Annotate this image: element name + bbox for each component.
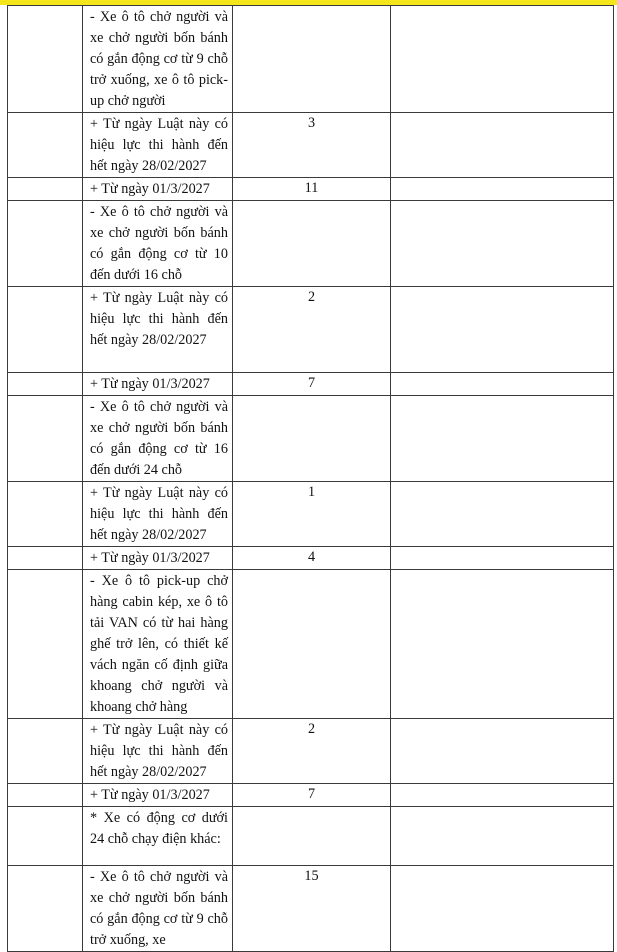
row-value: 15 [304, 868, 319, 884]
row-description: + Từ ngày 01/3/2027 [90, 181, 210, 197]
row-description: + Từ ngày 01/3/2027 [90, 550, 210, 566]
table-row [8, 570, 614, 719]
table-row [8, 807, 614, 866]
description-cell [83, 373, 233, 396]
description-cell [83, 784, 233, 807]
empty-cell [8, 570, 83, 719]
empty-cell [8, 482, 83, 547]
empty-cell [391, 113, 614, 178]
empty-cell [8, 396, 83, 482]
row-description: + Từ ngày Luật này có hiệu lực thi hành đến hết ngày 28/02/2027 [90, 485, 228, 543]
empty-cell [8, 373, 83, 396]
description-cell [83, 719, 233, 784]
table-row [8, 547, 614, 570]
description-cell [83, 113, 233, 178]
row-value: 2 [307, 289, 316, 305]
rate-cell [233, 719, 391, 784]
description-cell [83, 287, 233, 373]
description-cell [83, 866, 233, 952]
row-value: 4 [307, 549, 316, 565]
rate-cell [233, 482, 391, 547]
description-cell [83, 201, 233, 287]
description-cell [83, 6, 233, 113]
table-row [8, 482, 614, 547]
row-description: - Xe ô tô chở người và xe chở người bốn bánh có gắn động cơ từ 9 chỗ trở xuống, xe ô tô pick-up chở người [90, 9, 228, 109]
empty-cell [391, 866, 614, 952]
table-row [8, 178, 614, 201]
tax-rate-table [7, 5, 614, 952]
empty-cell [391, 807, 614, 866]
description-cell [83, 547, 233, 570]
empty-cell [391, 373, 614, 396]
row-value: 11 [304, 180, 319, 196]
empty-cell [391, 482, 614, 547]
rate-cell [233, 113, 391, 178]
empty-cell [8, 807, 83, 866]
row-value: 1 [307, 484, 316, 500]
empty-cell [391, 719, 614, 784]
empty-cell [391, 547, 614, 570]
row-description: - Xe ô tô chở người và xe chở người bốn bánh có gắn động cơ từ 9 chỗ trở xuống, xe [90, 869, 228, 948]
empty-cell [8, 113, 83, 178]
description-cell [83, 482, 233, 547]
rate-cell [233, 784, 391, 807]
row-value: 3 [307, 115, 316, 131]
empty-cell [8, 287, 83, 373]
table-row [8, 866, 614, 952]
description-cell [83, 807, 233, 866]
row-description: - Xe ô tô chở người và xe chở người bốn bánh có gắn động cơ từ 16 đến dưới 24 chỗ [90, 399, 228, 478]
row-value: 7 [307, 786, 316, 802]
empty-cell [8, 719, 83, 784]
row-description: + Từ ngày 01/3/2027 [90, 376, 210, 392]
empty-cell [391, 201, 614, 287]
rate-cell [233, 570, 391, 719]
row-description: * Xe có động cơ dưới 24 chỗ chạy điện khác: [90, 810, 228, 847]
empty-cell [391, 287, 614, 373]
row-description: + Từ ngày Luật này có hiệu lực thi hành đến hết ngày 28/02/2027 [90, 722, 228, 780]
empty-cell [391, 178, 614, 201]
empty-cell [391, 6, 614, 113]
empty-cell [8, 784, 83, 807]
rate-cell [233, 201, 391, 287]
description-cell [83, 396, 233, 482]
empty-cell [8, 178, 83, 201]
empty-cell [8, 201, 83, 287]
description-cell [83, 178, 233, 201]
table-row [8, 201, 614, 287]
row-description: - Xe ô tô chở người và xe chở người bốn bánh có gắn động cơ từ 10 đến dưới 16 chỗ [90, 204, 228, 283]
row-description: - Xe ô tô pick-up chở hàng cabin kép, xe ô tô tải VAN có từ hai hàng ghế trở lên, có thiết kế vách ngăn cố định giữa khoang chở người và khoang chở hàng [90, 573, 228, 715]
table-row [8, 287, 614, 373]
table-row [8, 6, 614, 113]
empty-cell [8, 547, 83, 570]
table-row [8, 396, 614, 482]
empty-cell [391, 784, 614, 807]
rate-cell [233, 547, 391, 570]
row-value: 2 [307, 721, 316, 737]
row-description: + Từ ngày 01/3/2027 [90, 787, 210, 803]
table-row [8, 373, 614, 396]
rate-cell [233, 373, 391, 396]
rate-cell [233, 6, 391, 113]
table-row [8, 784, 614, 807]
rate-cell [233, 866, 391, 952]
row-value: 7 [307, 375, 316, 391]
rate-cell [233, 178, 391, 201]
empty-cell [391, 570, 614, 719]
empty-cell [8, 866, 83, 952]
description-cell [83, 570, 233, 719]
empty-cell [8, 6, 83, 113]
empty-cell [391, 396, 614, 482]
rate-cell [233, 396, 391, 482]
table-row [8, 113, 614, 178]
rate-cell [233, 807, 391, 866]
row-description: + Từ ngày Luật này có hiệu lực thi hành đến hết ngày 28/02/2027 [90, 116, 228, 174]
row-description: + Từ ngày Luật này có hiệu lực thi hành đến hết ngày 28/02/2027 [90, 290, 228, 348]
rate-cell [233, 287, 391, 373]
table-row [8, 719, 614, 784]
